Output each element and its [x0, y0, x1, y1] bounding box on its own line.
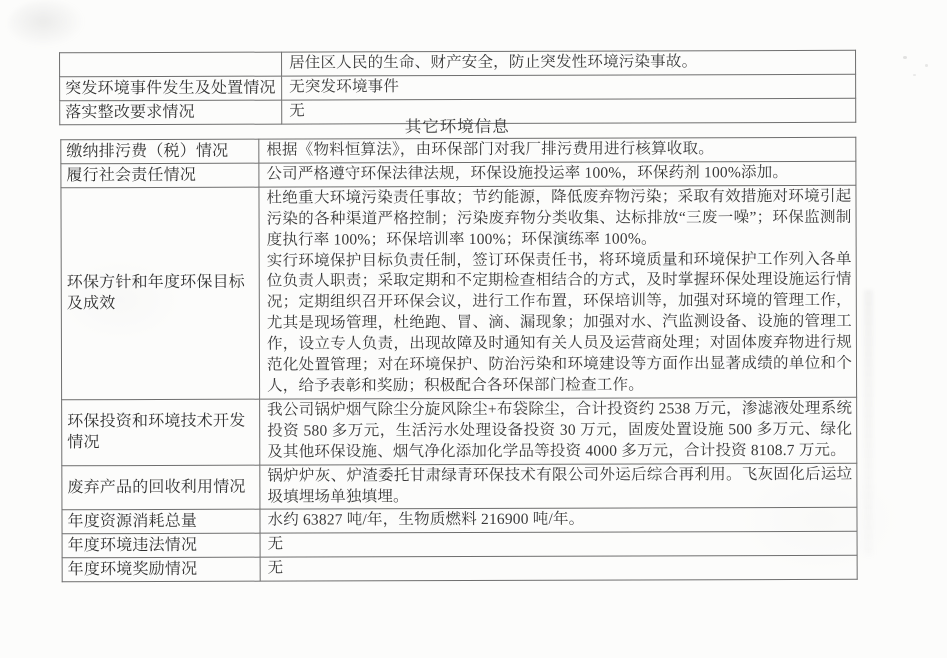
- row-value: 居住区人民的生命、财产安全，防止突发性环境污染事故。: [282, 50, 856, 76]
- table-row: [62, 463, 857, 510]
- row-value: 公司严格遵守环保法律法规，环保设施投运率 100%，环保药剂 100%添加。: [259, 161, 856, 187]
- row-value: 无: [260, 532, 857, 558]
- section-title: 其它环境信息: [404, 116, 510, 137]
- row-label: 年度资源消耗总量: [62, 510, 260, 535]
- row-value: 锅炉炉灰、炉渣委托甘肃绿青环保技术有限公司外运后综合再利用。飞灰固化后运垃圾填埋场单独填埋。: [260, 463, 857, 510]
- row-label: 环保投资和环境技术开发情况: [62, 399, 260, 465]
- row-label: 缴纳排污费（税）情况: [61, 139, 259, 164]
- table-row: [61, 137, 856, 163]
- continuation-table-body: [60, 50, 856, 124]
- row-label: 履行社会责任情况: [61, 163, 259, 188]
- other-environment-info-table: [60, 137, 857, 583]
- table-row: [62, 508, 857, 534]
- row-value: 无: [260, 556, 857, 582]
- row-label: 环保方针和年度环保目标及成效: [61, 187, 260, 400]
- table-row: [61, 161, 856, 187]
- row-value: 我公司锅炉烟气除尘分旋风除尘+布袋除尘，合计投资约 2538 万元，渗滤液处理系统投资 580 多万元，生活污水处理设备投资 30 万元，固废处置设施 500 多万元、绿化及其他环保设施、烟气净化添加化学品等投资 4000 多万元，合计投资 8108.7 万元。: [260, 397, 857, 465]
- table-row: [60, 74, 856, 100]
- row-label: 废弃产品的回收利用情况: [62, 465, 260, 510]
- emergency-response-continuation-table: [59, 50, 856, 125]
- table-row: [61, 185, 857, 400]
- row-label: 年度环境违法情况: [62, 533, 260, 558]
- table-row: [62, 556, 857, 582]
- row-value: 根据《物料恒算法》，由环保部门对我厂排污费用进行核算收取。: [259, 137, 856, 163]
- row-label: [60, 52, 282, 77]
- row-label: 落实整改要求情况: [60, 100, 282, 125]
- row-value: 杜绝重大环境污染责任事故；节约能源，降低废弃物污染；采取有效措施对环境引起污染的各种渠道严格控制；污染废弃物分类收集、达标排放“三废一噪”；环保监测制度执行率 100%；环保培训率 100%；环保演练率 100%。 实行环境保护目标负责任制，签订环保责任书，将环境质量和环境保护工作列入各单位负责人职责；采取定期和不定期检查相结合的方式，及时掌握环保处理设施运行情况；定期组织召开环保会议，进行工作布置，环保培训等，加强对环境的管理工作，尤其是现场管理，杜绝跑、冒、滴、漏现象；加强对水、汽监测设备、设施的管理工作，设立专人负责，出现故障及时通知有关人员及运营商处理；对固体废弃物进行规范化处置管理；对在环境保护、防治污染和环境建设等方面作出显著成绩的单位和个人，给予表彰和奖励；积极配合各环保部门检查工作。: [259, 185, 857, 399]
- row-label: 突发环境事件发生及处置情况: [60, 76, 282, 101]
- row-value: 水约 63827 吨/年，生物质燃料 216900 吨/年。: [260, 508, 857, 534]
- info-table-body: [61, 137, 857, 582]
- table-row: [60, 50, 856, 76]
- row-value: 无: [282, 98, 856, 124]
- row-value: 无突发环境事件: [282, 74, 856, 100]
- table-row: [62, 532, 857, 558]
- table-row: [62, 397, 857, 465]
- row-label: 年度环境奖励情况: [62, 557, 260, 582]
